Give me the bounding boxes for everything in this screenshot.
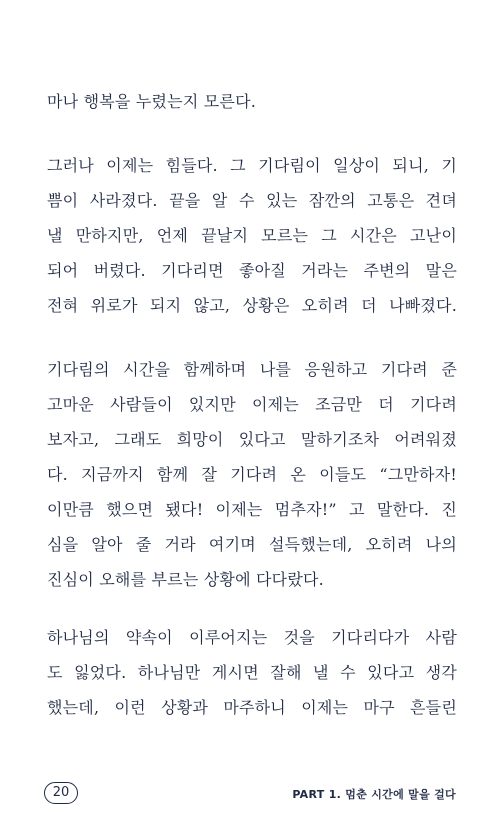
- page-footer: [0, 780, 500, 810]
- text-line: 고마운 사람들이 있지만 이제는 조금만 더 기다려: [47, 395, 457, 414]
- text-line: 했는데, 이런 상황과 마주하니 이제는 마구 흔들린: [47, 698, 457, 717]
- text-line: 진심이 오해를 부르는 상황에 다다랐다.: [47, 570, 324, 589]
- paragraph-2: [47, 148, 457, 323]
- text-line: 심을 알아 줄 거라 여기며 설득했는데, 오히려 나의: [47, 535, 457, 554]
- page-number-badge: 20: [44, 782, 78, 804]
- text-line: 기다림의 시간을 함께하며 나를 응원하고 기다려 준: [47, 360, 457, 379]
- text-line: 다. 지금까지 함께 잘 기다려 온 이들도 “그만하자!: [47, 465, 457, 484]
- text-line: 되어 버렸다. 기다리면 좋아질 거라는 주변의 말은: [47, 261, 457, 280]
- text-line: 도 잃었다. 하나님만 게시면 잘해 낼 수 있다고 생각: [47, 663, 457, 682]
- paragraph-3: [47, 352, 457, 597]
- text-line: 쁨이 사라졌다. 끝을 알 수 있는 잠깐의 고통은 견뎌: [47, 191, 457, 210]
- text-line: 보자고, 그래도 희망이 있다고 말하기조차 어려워졌: [47, 430, 457, 449]
- paragraph-1: [47, 84, 457, 119]
- text-line: 하나님의 약속이 이루어지는 것을 기다리다가 사람: [47, 628, 457, 647]
- paragraph-4: [47, 620, 457, 725]
- text-line: 낼 만하지만, 언제 끝날지 모르는 그 시간은 고난이: [47, 226, 457, 245]
- text-line: 그러나 이제는 힘들다. 그 기다림이 일상이 되니, 기: [47, 156, 457, 175]
- text-line: 이만큼 했으면 됐다! 이제는 멈추자!” 고 말한다. 진: [47, 500, 457, 519]
- text-line: 전혀 위로가 되지 않고, 상황은 오히려 더 나빠졌다.: [47, 296, 457, 315]
- text-line: 마나 행복을 누렸는지 모른다.: [47, 92, 257, 111]
- running-head: PART 1. 멈춘 시간에 말을 걸다: [292, 788, 456, 801]
